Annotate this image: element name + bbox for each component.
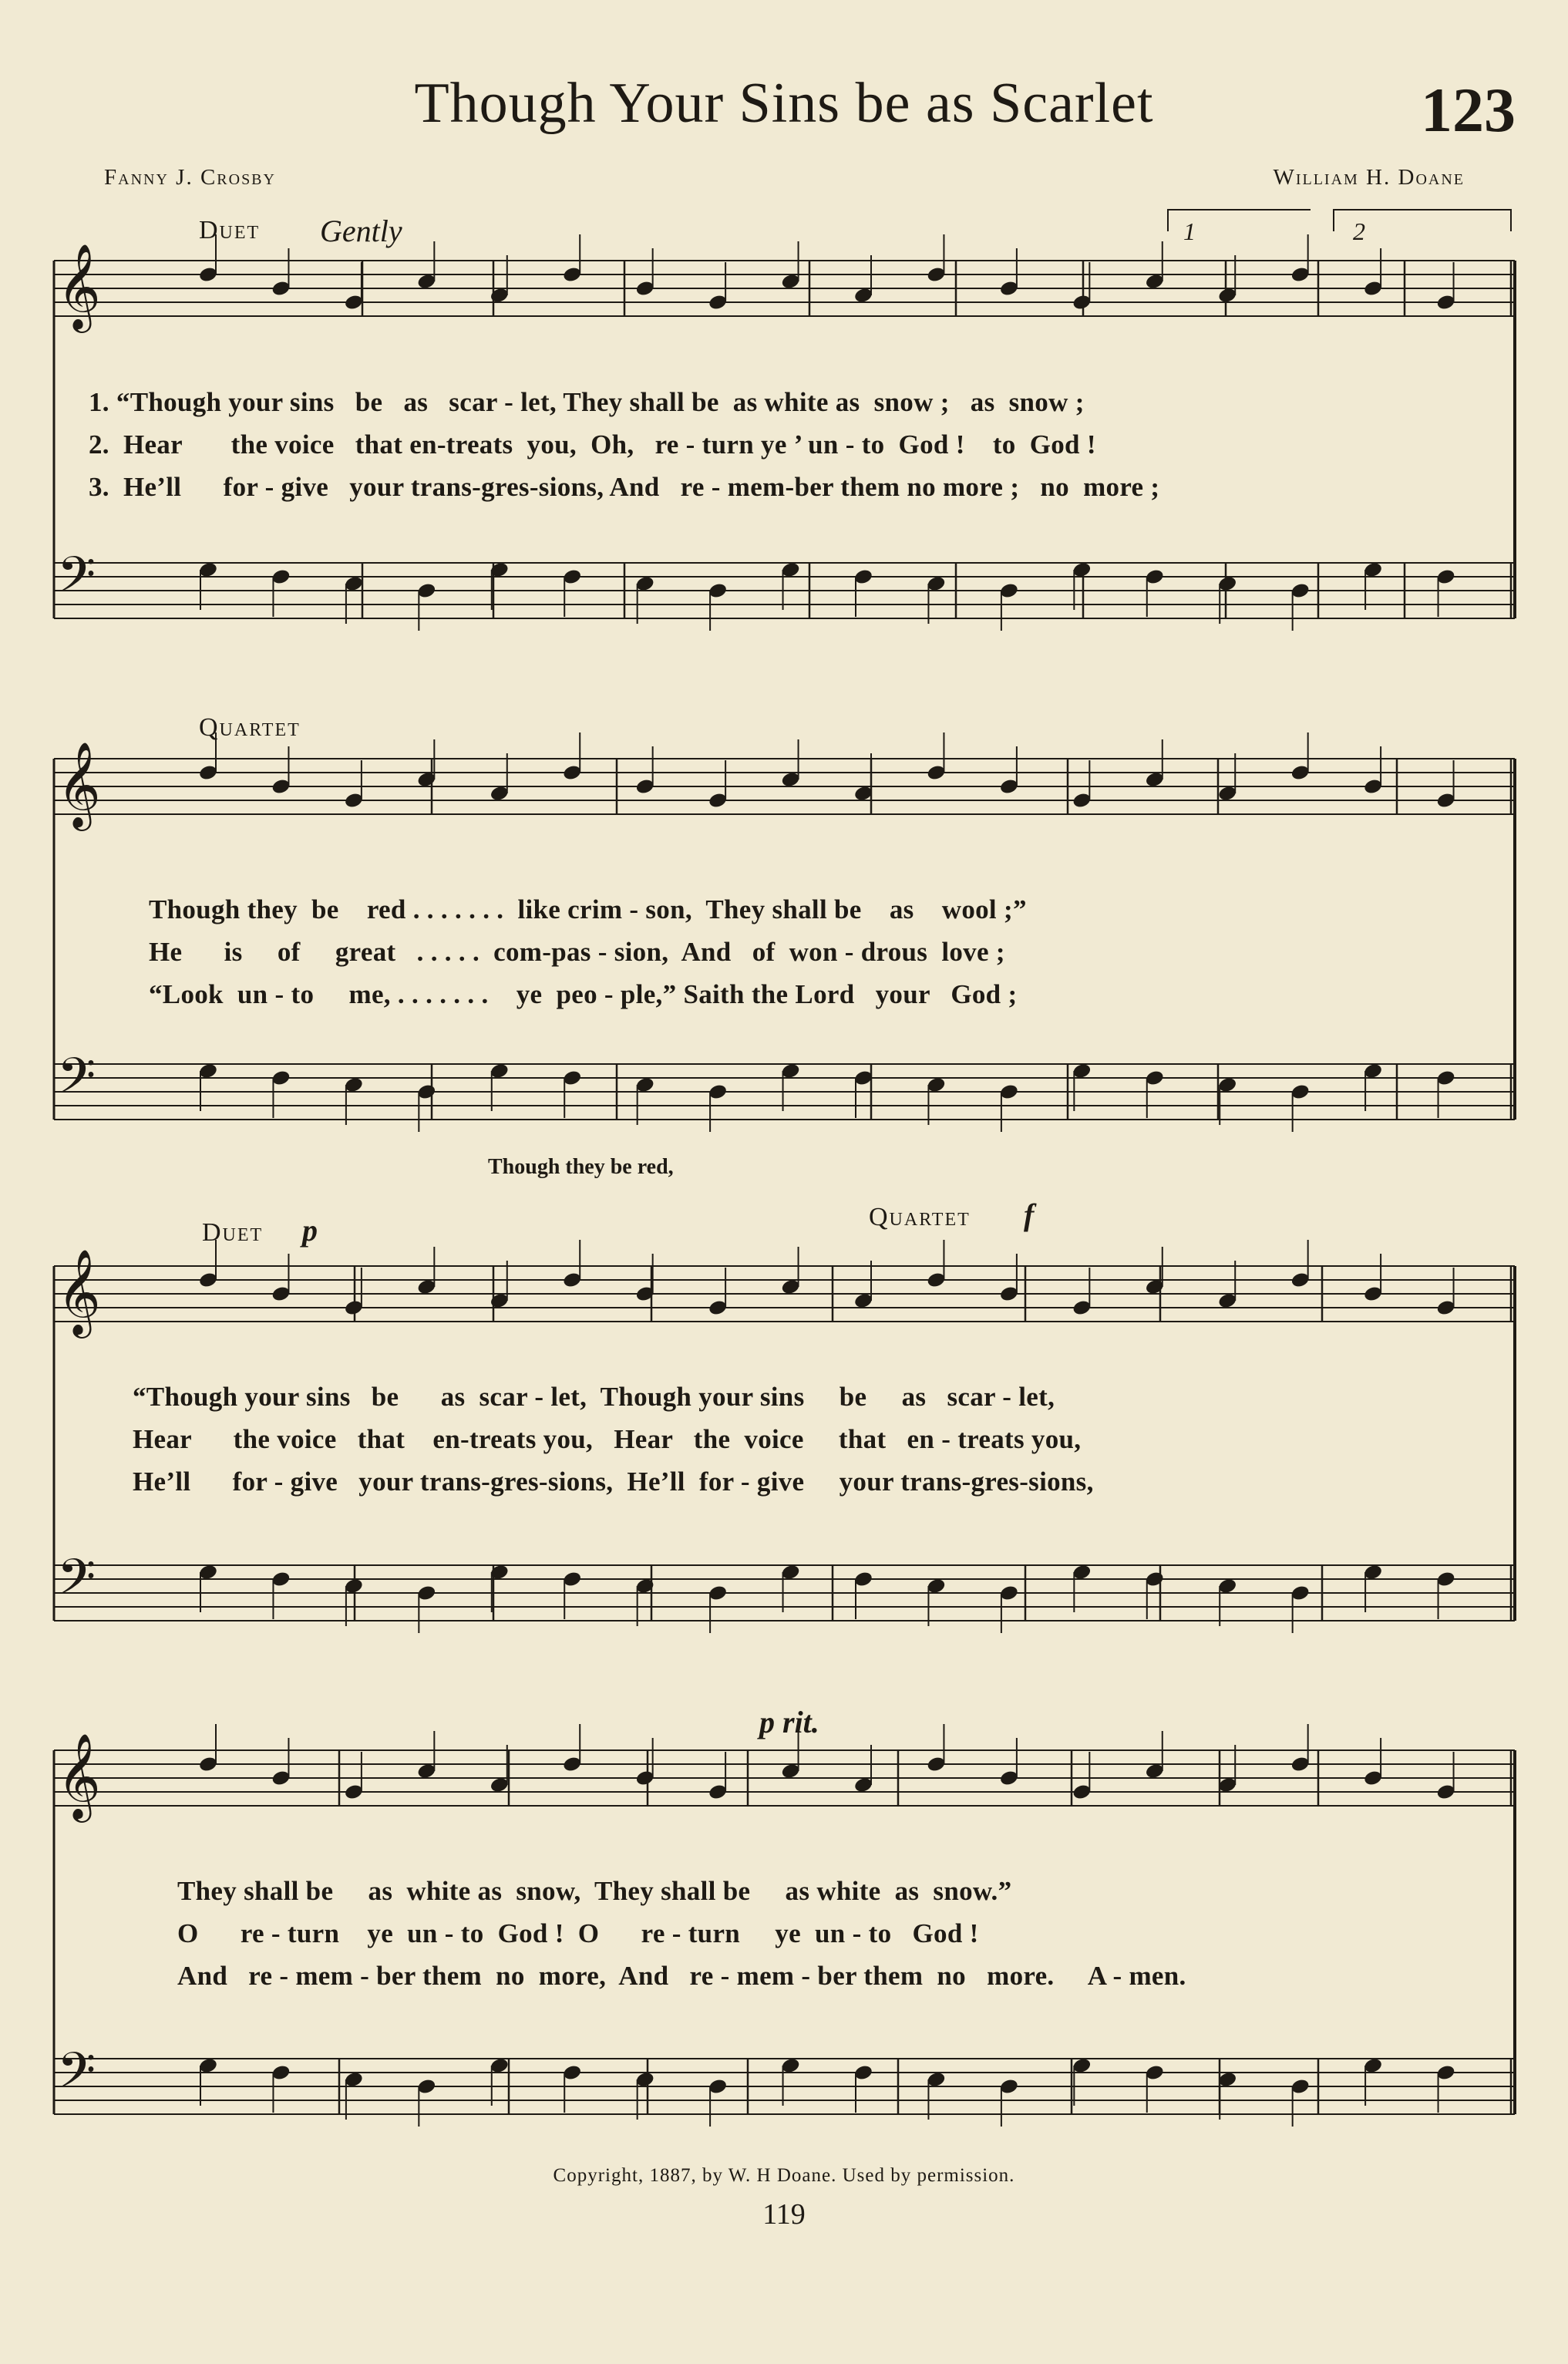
dynamic-piano: p <box>302 1213 318 1248</box>
tempo-marking: Gently <box>320 214 402 248</box>
bass-clef-icon: 𝄢 <box>57 547 96 616</box>
bass-clef-icon: 𝄢 <box>57 2042 96 2112</box>
ritardando-marking: p rit. <box>759 1705 819 1739</box>
lyric-line-s3-v1: “Though your sins be as scar - let, Though your sins be as scar - let, <box>133 1382 1055 1412</box>
volta-1-label: 1 <box>1183 217 1196 245</box>
quartet-direction-1: Quartet <box>199 713 301 742</box>
author-credit: Fanny J. Crosby <box>104 165 276 190</box>
duet-direction-1: Duet <box>199 216 261 244</box>
lyric-line-s4-v3: And re - mem - ber them no more, And re - mem - ber them no more. A - men. <box>177 1961 1186 1991</box>
volta-bracket-2 <box>1334 210 1511 231</box>
alto-cue-text: Though they be red, <box>488 1155 674 1179</box>
lyric-line-s1-v3: 3. He’ll for - give your trans-gres-sions, And re - mem-ber them no more ; no more ; <box>89 472 1160 502</box>
treble-clef-icon: 𝄞 <box>57 1248 101 1335</box>
composer-credit: William H. Doane <box>1273 165 1465 190</box>
hymn-number: 123 <box>1421 75 1516 145</box>
page-number: 119 <box>762 2198 806 2231</box>
volta-2-label: 2 <box>1353 217 1365 245</box>
lyric-line-s3-v2: Hear the voice that en-treats you, Hear the voice that en - treats you, <box>133 1424 1082 1454</box>
lyric-line-s1-v2: 2. Hear the voice that en-treats you, Oh, re - turn ye ’ un - to God ! to God ! <box>89 429 1096 460</box>
treble-clef-icon: 𝄞 <box>57 741 101 827</box>
lyric-line-s3-v3: He’ll for - give your trans-gres-sions, He’ll for - give your trans-gres-sions, <box>133 1467 1094 1497</box>
hymn-title: Though Your Sins be as Scarlet <box>414 72 1154 135</box>
lyric-line-s2-v3: “Look un - to me, . . . . . . . ye peo - ple,” Saith the Lord your God ; <box>149 979 1018 1009</box>
lyric-line-s2-v2: He is of great . . . . . com-pas - sion, And of won - drous love ; <box>149 937 1005 967</box>
lyric-line-s4-v2: O re - turn ye un - to God ! O re - turn ye un - to God ! <box>177 1918 979 1948</box>
volta-bracket-1 <box>1168 210 1311 231</box>
lyric-line-s4-v1: They shall be as white as snow, They shall be as white as snow.” <box>177 1876 1012 1906</box>
treble-clef-icon: 𝄞 <box>57 243 101 329</box>
lyric-line-s2-v1: Though they be red . . . . . . . like crim - son, They shall be as wool ;” <box>149 894 1027 924</box>
copyright-notice: Copyright, 1887, by W. H Doane. Used by permission. <box>553 2165 1015 2186</box>
quartet-direction-2: Quartet <box>869 1203 971 1231</box>
bass-clef-icon: 𝄢 <box>57 1048 96 1117</box>
treble-clef-icon: 𝄞 <box>57 1733 101 1819</box>
bass-clef-icon: 𝄢 <box>57 1549 96 1618</box>
duet-direction-2: Duet <box>202 1218 264 1247</box>
lyric-line-s1-v1: 1. “Though your sins be as scar - let, They shall be as white as snow ; as snow ; <box>89 387 1085 417</box>
dynamic-forte: f <box>1024 1197 1035 1232</box>
